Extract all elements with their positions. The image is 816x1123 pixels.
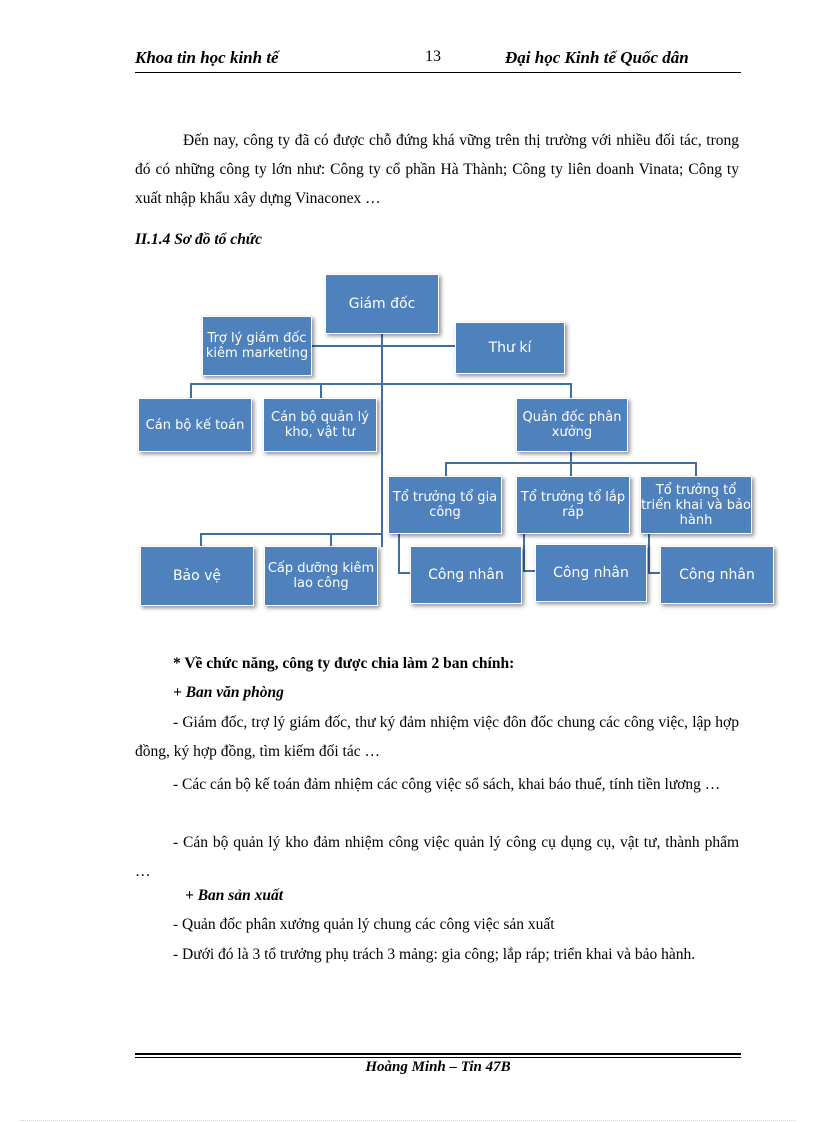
intro-paragraph: Đến nay, công ty đã có được chỗ đứng khá vững trên thị trường với nhiều đối tác, trong đó có những công ty lớn như: Công ty cổ phần Hà Thành; Công ty liên doanh Vinata; Công ty xuất nhập khẩu xây dựng Vinaconex …: [135, 132, 739, 207]
connector-worker-1-tick: [398, 572, 410, 574]
connector-worker-1: [398, 532, 400, 574]
connector-level2-horizontal: [190, 383, 572, 385]
page-number: 13: [425, 48, 441, 65]
connector-worker-3: [648, 532, 650, 574]
connector-accountant: [190, 383, 192, 398]
section-title: II.1.4 Sơ đồ tổ chức: [135, 231, 262, 248]
connector-cleaning: [330, 533, 332, 546]
footer-divider-thin: [135, 1057, 741, 1058]
connector-worker-2: [523, 532, 525, 572]
connector-level4-horizontal: [200, 533, 382, 535]
header-university: Đại học Kinh tế Quốc dân: [505, 48, 689, 67]
office-item-2: - Các cán bộ kế toán đảm nhiệm các công việc sổ sách, khai báo thuế, tính tiền lương …: [173, 776, 721, 793]
box-warehouse: Cán bộ quản lý kho, vật tư: [263, 398, 377, 452]
connector-warehouse: [320, 383, 322, 398]
box-worker-2: Công nhân: [535, 544, 647, 602]
box-foreman: Quản đốc phân xưởng: [516, 398, 628, 452]
connector-worker-3-tick: [648, 572, 660, 574]
box-director: Giám đốc: [325, 274, 439, 334]
header-faculty: Khoa tin học kinh tế: [135, 48, 279, 67]
header-divider: [135, 72, 741, 73]
functions-heading: * Về chức năng, công ty được chia làm 2 ban chính:: [173, 655, 515, 672]
box-assistant: Trợ lý giám đốc kiêm marketing: [202, 316, 312, 376]
box-cleaning: Cấp dưỡng kiêm lao công: [264, 546, 378, 606]
connector-foreman: [570, 383, 572, 398]
box-worker-1: Công nhân: [410, 546, 522, 604]
office-item-3: - Cán bộ quản lý kho đảm nhiệm công việc quản lý công cụ dụng cụ, vật tư, thành phẩm …: [135, 834, 739, 880]
box-accountant: Cán bộ kế toán: [138, 398, 252, 452]
office-item-1: - Giám đốc, trợ lý giám đốc, thư ký đảm nhiệm việc đôn đốc chung các công việc, lập hợp đồng, ký hợp đồng, tìm kiếm đối tác …: [135, 714, 739, 760]
connector-worker-2-tick: [523, 570, 535, 572]
page-footer: Hoàng Minh – Tin 47B: [365, 1059, 511, 1075]
page-edge-dotted: [20, 1120, 796, 1121]
box-worker-3: Công nhân: [660, 546, 774, 604]
connector-main-vertical: [381, 332, 383, 547]
production-title: + Ban sản xuất: [185, 887, 283, 904]
production-item-1: - Quản đốc phân xưởng quản lý chung các công việc sản xuất: [173, 916, 555, 933]
box-team-deploy: Tổ trưởng tổ triển khai và bảo hành: [640, 476, 752, 534]
page-header: [135, 48, 741, 72]
office-title: + Ban văn phòng: [173, 684, 284, 701]
box-team-processing: Tổ trưởng tổ gia công: [388, 476, 502, 534]
connector-assistant-secretary: [310, 345, 455, 347]
connector-security: [200, 533, 202, 546]
box-security: Bảo vệ: [140, 546, 254, 606]
box-team-assembly: Tổ trưởng tổ lắp ráp: [516, 476, 630, 534]
connector-team-3: [695, 462, 697, 476]
org-chart: [130, 262, 780, 614]
footer-divider-thick: [135, 1053, 741, 1055]
connector-team-2: [570, 462, 572, 476]
connector-team-1: [445, 462, 447, 476]
production-item-2: - Dưới đó là 3 tổ trưởng phụ trách 3 mảng: gia công; lắp ráp; triển khai và bảo hành.: [173, 946, 696, 963]
box-secretary: Thư kí: [455, 322, 565, 374]
